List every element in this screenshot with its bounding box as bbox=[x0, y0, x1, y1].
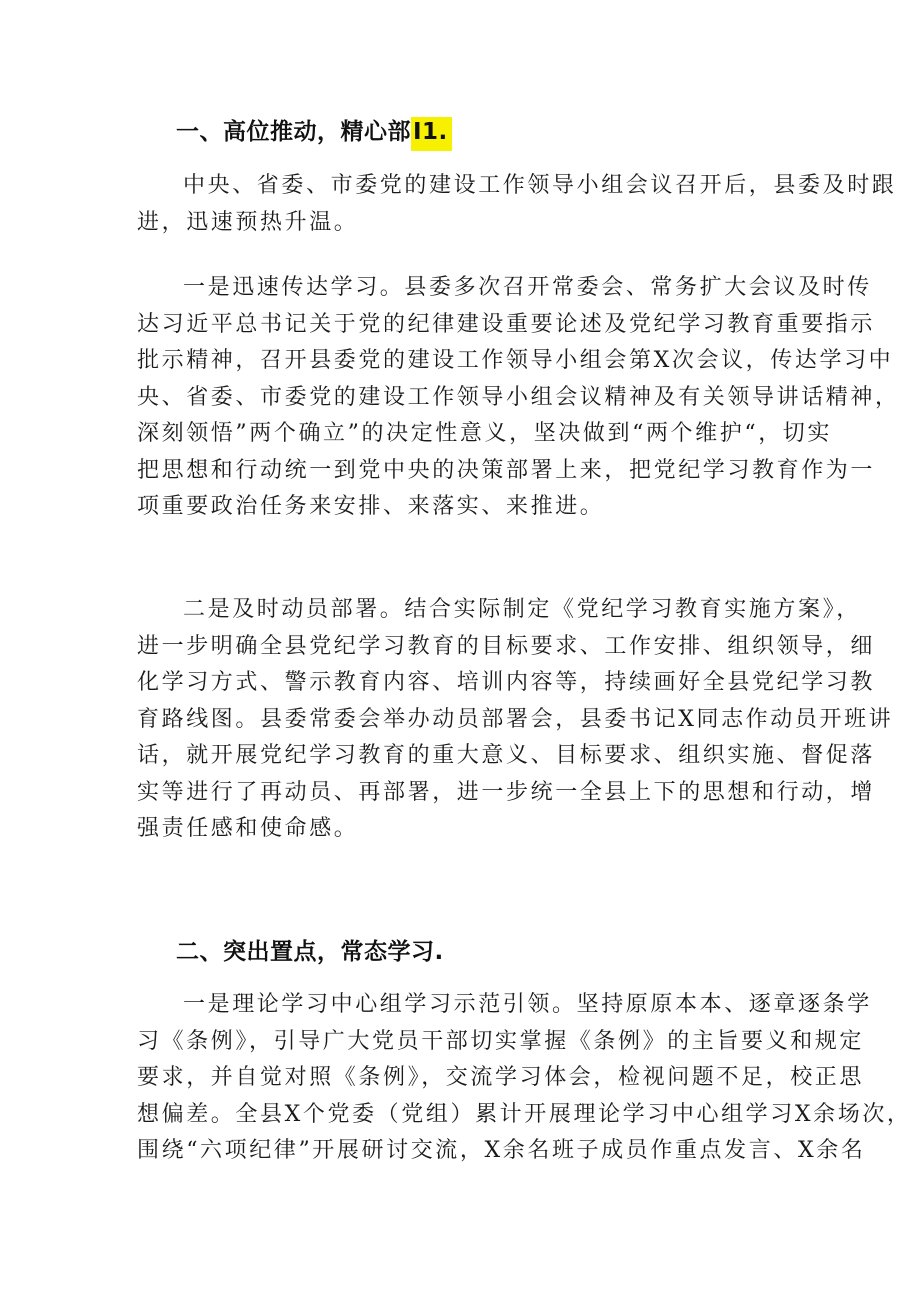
paragraph-3 bbox=[137, 592, 894, 848]
paragraph-line: 批示精神，召开县委党的建设工作领导小组会第X次会议，传达学习中 bbox=[137, 348, 894, 373]
paragraph-2 bbox=[137, 270, 900, 526]
paragraph-line: 育路线图。县委常委会举办动员部署会，县委书记X同志作动员开班讲 bbox=[137, 706, 894, 732]
paragraph-line: 习《条例》，引导广大党员干部切实掌握《条例》的主旨要义和规定 bbox=[137, 1028, 865, 1054]
section-1-heading-text: 一、高位推动，精心部 bbox=[176, 119, 411, 145]
paragraph-line: 进一步明确全县党纪学习教育的目标要求、工作安排、组织领导，细 bbox=[137, 633, 876, 659]
paragraph-4 bbox=[137, 987, 912, 1170]
paragraph-line: 进，迅速预热升温。 bbox=[137, 209, 359, 235]
paragraph-line: 项重要政治任务来安排、来落实、来推进。 bbox=[137, 494, 605, 519]
paragraph-line: 实等进行了再动员、再部署，进一步统一全县上下的思想和行动，增 bbox=[137, 779, 876, 805]
paragraph-line: 想偏差。全县X个党委（党组）累计开展理论学习中心组学习X余场次， bbox=[137, 1101, 912, 1127]
paragraph-line: 把思想和行动统一到党中央的决策部署上来，把党纪学习教育作为一 bbox=[137, 457, 876, 483]
highlighted-text: I1. bbox=[411, 117, 452, 151]
paragraph-line: 央、省委、市委党的建设工作领导小组会议精神及有关领导讲话精神， bbox=[137, 384, 900, 410]
paragraph-1 bbox=[137, 168, 897, 241]
paragraph-line: 强责任感和使命感。 bbox=[137, 816, 359, 841]
paragraph-line: 深刻领悟”两个确立”的决定性意义，坚决做到“两个维护“，切实 bbox=[137, 421, 832, 446]
section-2-heading-text: 二、突出置点，常态学习. bbox=[176, 939, 444, 965]
paragraph-line: 一是理论学习中心组学习示范引领。坚持原原本本、逐章逐条学 bbox=[183, 992, 872, 1017]
section-2-heading bbox=[176, 933, 444, 966]
paragraph-line: 二是及时动员部署。结合实际制定《党纪学习教育实施方案》， bbox=[183, 597, 861, 622]
paragraph-line: 围绕“六项纪律”开展研讨交流，X余名班子成员作重点发言、X余名 bbox=[137, 1138, 866, 1163]
paragraph-line: 中央、省委、市委党的建设工作领导小组会议召开后，县委及时跟 bbox=[183, 173, 897, 198]
section-1-heading bbox=[176, 113, 452, 146]
paragraph-line: 化学习方式、警示教育内容、培训内容等，持续画好全县党纪学习教 bbox=[137, 670, 876, 695]
paragraph-line: 达习近平总书记关于党的纪律建设重要论述及党纪学习教育重要指示 bbox=[137, 311, 876, 337]
paragraph-line: 话，就开展党纪学习教育的重大意义、目标要求、组织实施、督促落 bbox=[137, 743, 876, 768]
paragraph-line: 一是迅速传达学习。县委多次召开常委会、常务扩大会议及时传 bbox=[183, 275, 872, 300]
paragraph-line: 要求，并自觉对照《条例》，交流学习体会，检视问题不足，校正思 bbox=[137, 1065, 865, 1090]
